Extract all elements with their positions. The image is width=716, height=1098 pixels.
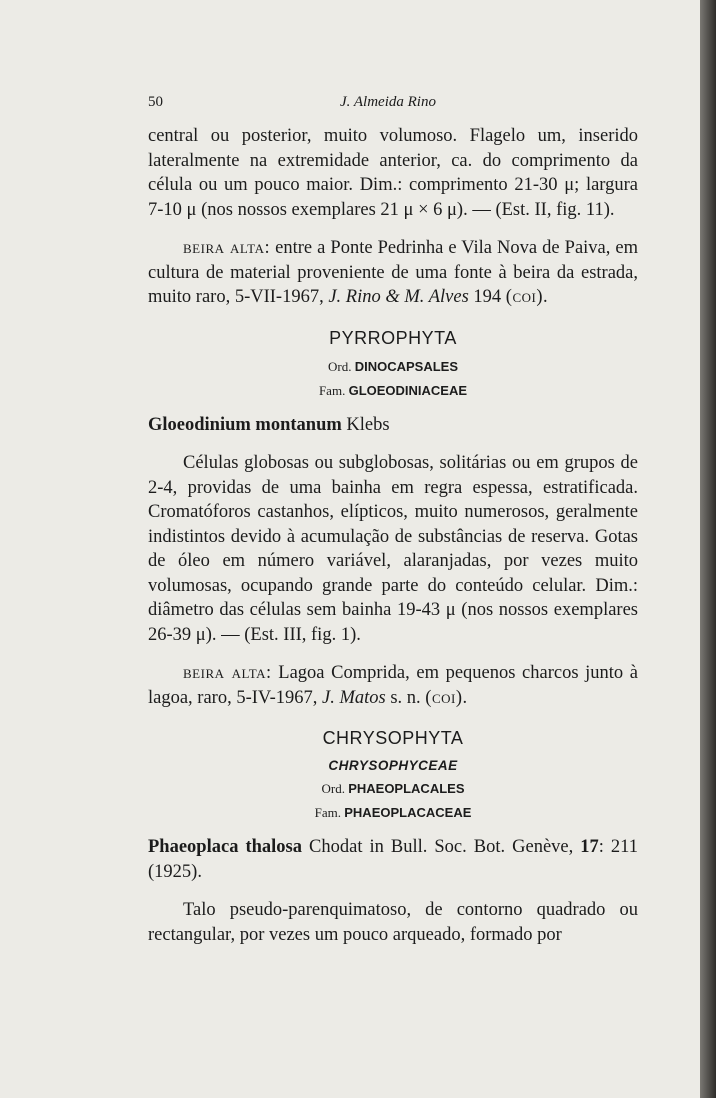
page-number: 50 — [148, 94, 163, 110]
order-prefix: Ord. — [327, 358, 352, 374]
species-heading-gloeodinium — [148, 413, 638, 438]
division-heading-pyrrophyta: PYRROPHYTA — [329, 327, 457, 348]
citation-pages: : 211 (1925). — [148, 837, 638, 882]
family-heading-phaeoplacaceae — [148, 801, 638, 825]
division-heading-chrysophyta: CHRYSOPHYTA — [322, 728, 464, 748]
species-name: Phaeoplaca thalosa — [148, 837, 302, 857]
locality-region: beira alta: — [183, 663, 272, 683]
description-paragraph-1: central ou posterior, muito volumoso. Flagelo um, inserido lateralmente na extremidade anterior, ca. do comprimento da célula ou um pouco maior. Dim.: comprimento 21-30 μ; largura 7-10 μ (nos nossos exemplares 21 μ × 6 μ). — (Est. II, fig. 11). — [148, 126, 638, 220]
order-prefix: Ord. — [321, 781, 345, 796]
running-head-author: J. Almeida Rino — [340, 94, 436, 110]
order-name: DINOCAPSALES — [354, 358, 458, 374]
locality-paragraph-2 — [148, 661, 638, 710]
species-author: Klebs — [346, 414, 390, 435]
locality-region: beira alta: — [183, 238, 271, 258]
description-paragraph-3: Talo pseudo-parenquimatoso, de contorno quadrado ou rectangular, por vezes um pouco arqueado, formado por — [148, 900, 638, 945]
order-heading-dinocapsales — [148, 355, 638, 379]
collection-number: s. n. — [390, 687, 421, 708]
family-heading-gloeodiniaceae — [148, 379, 638, 403]
herbarium-code: (coi). — [505, 287, 549, 307]
species-citation: Chodat in Bull. Soc. Bot. Genève, — [309, 837, 574, 857]
species-heading-phaeoplaca — [148, 835, 638, 884]
class-heading-chrysophyceae: CHRYSOPHYCEAE — [328, 758, 458, 773]
family-name: GLOEODINIACEAE — [348, 382, 468, 398]
herbarium-code: (coi). — [425, 687, 468, 708]
collectors: J. Matos — [322, 687, 386, 708]
species-name: Gloeodinium montanum — [148, 414, 342, 435]
family-prefix: Fam. — [314, 805, 341, 820]
running-head — [148, 94, 638, 124]
locality-text: Lagoa Comprida, em pequenos charcos junto à lagoa, raro, 5-IV-1967, — [148, 663, 638, 708]
family-name: PHAEOPLACACEAE — [344, 805, 472, 820]
collection-number: 194 — [473, 287, 502, 307]
citation-volume: 17 — [580, 837, 599, 857]
locality-paragraph-1 — [148, 236, 638, 310]
page-edge — [700, 0, 716, 1098]
order-name: PHAEOPLACALES — [348, 781, 465, 796]
family-prefix: Fam. — [318, 382, 346, 398]
description-paragraph-2: Células globosas ou subglobosas, solitárias ou em grupos de 2-4, providas de uma bainha em regra espessa, estratificada. Cromatóforos castanhos, elípticos, muito numerosos, geralmente indistintos devido à acumulação de substâncias de reserva. Gotas de óleo em número variável, alaranjadas, por vezes muito volumosas, ocupando grande parte do conteúdo celular. Dim.: diâmetro das células sem bainha 19-43 μ (nos nossos exemplares 26-39 μ). — (Est. III, fig. 1). — [148, 453, 638, 645]
collectors: J. Rino & M. Alves — [328, 287, 469, 307]
locality-text: entre a Ponte Pedrinha e Vila Nova de Paiva, em cultura de material proveniente de uma fonte à beira da estrada, muito raro, 5-VII-1967, — [148, 238, 639, 307]
order-heading-phaeoplacales — [148, 777, 638, 801]
